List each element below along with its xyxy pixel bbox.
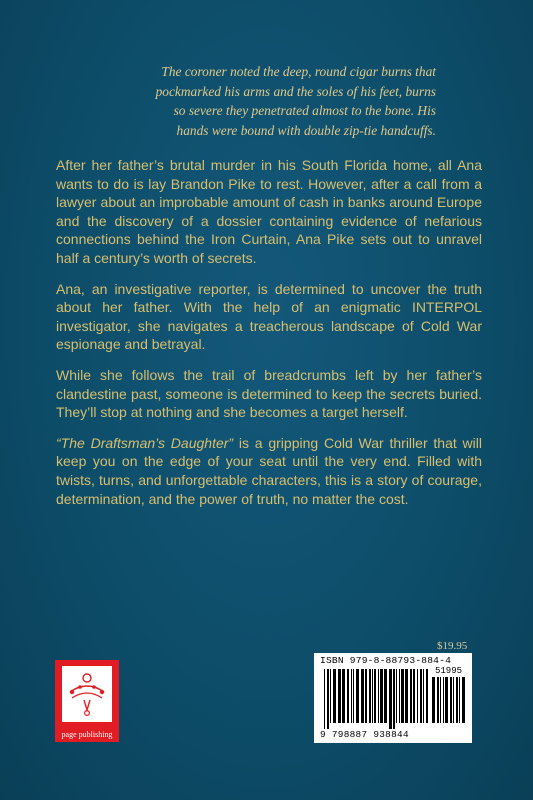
barcode-bar [440,677,441,723]
barcode-bar [369,669,371,723]
barcode-bar [437,677,439,723]
logo-emblem [62,666,112,722]
barcode-bar [327,669,329,729]
barcode-bar [365,669,367,723]
crown-emblem-icon [62,666,112,722]
description-paragraph: Ana, an investigative reporter, is determined to uncover the truth about her father. With the help of an enigmatic INTERPOL investigator, she navigates a treacherous landscape of Cold War espionage and betrayal. [56,280,482,353]
price-label: $19.95 [437,640,468,652]
description-paragraph: After her father’s brutal murder in his South Florida home, all Ana wants to do is lay Brandon Pike to rest. However, after a call from a lawyer about an improbable amount of cash in banks around Europe and the discovery of a dossier containing evidence of nefarious connections behind the Iron Curtain, Ana Pike sets out to unravel half a century’s worth of secrets. [56,157,482,266]
barcode-bar [330,669,331,723]
addon-barcode-bars [432,677,466,729]
quote-line: pockmarked his arms and the soles of his feet, burns [155,83,436,99]
barcode-bar [333,669,336,723]
book-description [56,156,482,520]
barcode-bar [356,669,359,723]
barcode-bar [420,669,422,723]
barcode-bar [338,669,341,723]
barcode-bar [410,669,412,723]
description-text: is a gripping Cold War thriller that will keep you on the edge of your seat until the very end. Filled with twists, turns, and unforgettable characters, this is a story of courage, determination, and the power of truth, no matter the cost. [56,434,482,507]
barcode-bar [450,677,452,723]
barcode-bar [443,677,444,723]
barcode-bar [396,669,397,723]
quote-line: so severe they penetrated almost to the bone. His [173,103,436,118]
barcode-bar [380,669,383,723]
barcode-bar [351,669,352,723]
barcode-bar [378,669,379,723]
barcode-bar [423,669,424,723]
barcode-bar [384,669,387,723]
barcode-bar [393,669,395,729]
barcode-bar [399,669,400,723]
barcode-bar [456,677,458,723]
quote-line: hands were bound with double zip-tie handcuffs. [176,122,436,138]
barcode-bar [432,677,435,723]
barcode-bar [361,669,364,723]
publisher-name: page publishing [61,730,113,739]
isbn-barcode [314,653,472,743]
barcode-bar [445,677,448,723]
quote-line: The coroner noted the deep, round cigar burns that [161,64,436,79]
description-paragraph [56,434,482,508]
addon-number: 51995 [435,666,463,676]
publisher-logo [55,660,119,742]
barcode-bar [342,669,345,723]
barcode-bar [389,669,392,729]
barcode-bar [324,669,325,729]
ean-barcode-bars [324,669,428,729]
barcode-bar [459,677,460,723]
barcode-bar [374,669,376,723]
barcode-bar [353,669,354,723]
barcode-bar [405,669,408,723]
description-paragraph: While she follows the trail of breadcrumbs left by her father’s clandestine past, someone is determined to keep the secrets buried. They’ll stop at nothing and she becomes a target herself. [56,366,482,421]
barcode-bar [426,669,428,723]
barcode-bar [462,677,465,723]
barcode-bar [453,677,454,723]
barcode-bar [401,669,404,723]
isbn-label: ISBN 979-8-88793-884-4 [320,655,452,666]
book-title-italic: “The Draftsman’s Daughter” [56,434,234,451]
barcode-bar [347,669,349,723]
ean-digits: 9 798887 938844 [320,729,409,740]
barcode-bar [413,669,415,723]
barcode-bar [372,669,373,723]
pull-quote [96,62,436,140]
barcode-bar [417,669,418,723]
